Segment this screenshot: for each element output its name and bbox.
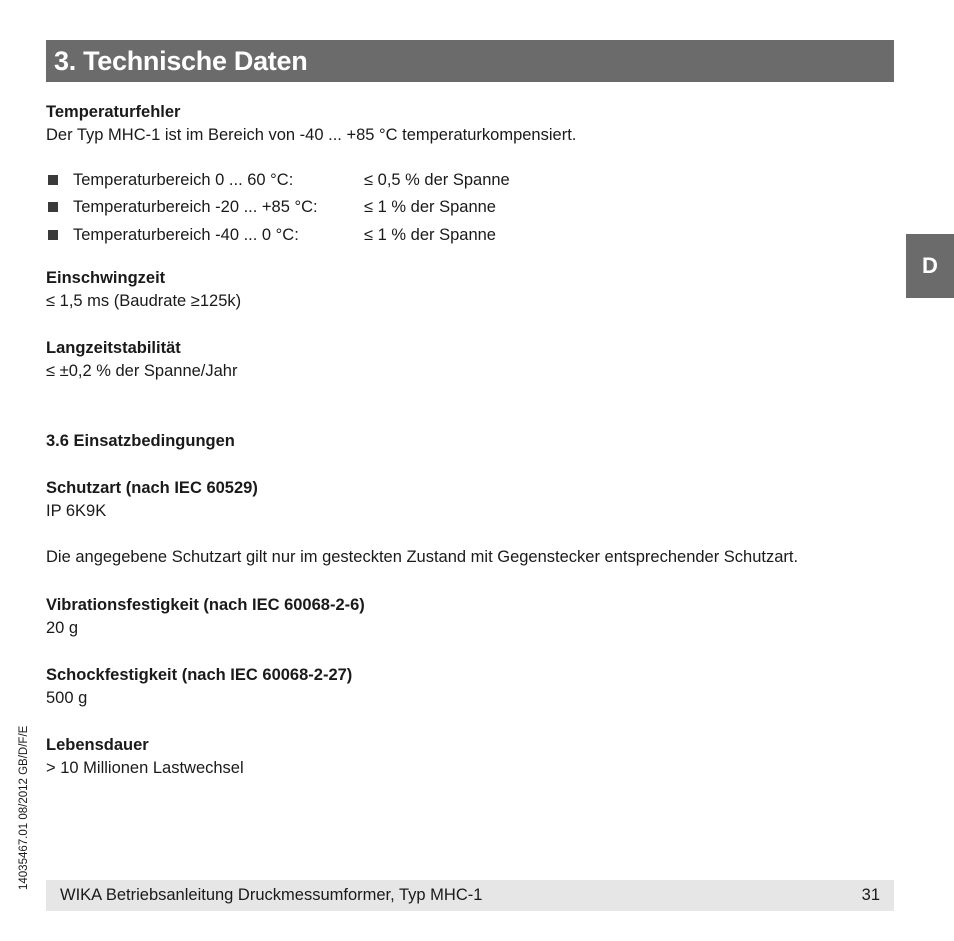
- list-item-value: ≤ 1 % der Spanne: [364, 198, 496, 216]
- langzeitstabilitaet-heading: Langzeitstabilität: [46, 339, 181, 357]
- schutzart-note: [46, 546, 798, 569]
- list-item-label: Temperaturbereich -40 ... 0 °C:: [73, 226, 299, 244]
- einschwingzeit-heading: Einschwingzeit: [46, 269, 166, 287]
- lebensdauer-section: [46, 734, 244, 780]
- section-title-bar: [46, 40, 894, 82]
- document-code: 14035467.01 08/2012 GB/D/F/E: [18, 725, 30, 890]
- temperaturfehler-heading: Temperaturfehler: [46, 103, 181, 121]
- schutzart-text: IP 6K9K: [46, 502, 107, 520]
- list-item-value: ≤ 1 % der Spanne: [364, 226, 496, 244]
- lebensdauer-heading: Lebensdauer: [46, 736, 149, 754]
- footer-text: WIKA Betriebsanleitung Druckmessumformer, Typ MHC-1: [60, 886, 483, 904]
- vibration-section: [46, 594, 365, 640]
- square-bullet-icon: [48, 175, 58, 185]
- page-number: 31: [861, 886, 880, 904]
- language-tab: D: [906, 234, 954, 298]
- lebensdauer-text: > 10 Millionen Lastwechsel: [46, 759, 244, 777]
- temperaturfehler-section: [46, 101, 576, 147]
- schock-section: [46, 664, 352, 710]
- page-title: 3. Technische Daten: [54, 45, 308, 76]
- vibration-heading: Vibrationsfestigkeit (nach IEC 60068-2-6): [46, 596, 365, 614]
- list-item-label: Temperaturbereich -20 ... +85 °C:: [73, 198, 318, 216]
- schutzart-section: [46, 477, 258, 523]
- page-footer: [46, 880, 894, 911]
- schutzart-note-text: Die angegebene Schutzart gilt nur im gesteckten Zustand mit Gegenstecker entsprechender Schutzart.: [46, 548, 799, 566]
- schock-text: 500 g: [46, 689, 88, 707]
- square-bullet-icon: [48, 202, 58, 212]
- vibration-text: 20 g: [46, 619, 79, 637]
- einsatzbedingungen-heading: 3.6 Einsatzbedingungen: [46, 432, 235, 450]
- einsatzbedingungen-section: [46, 430, 235, 453]
- list-item-value: ≤ 0,5 % der Spanne: [364, 171, 510, 189]
- einschwingzeit-text: ≤ 1,5 ms (Baudrate ≥125k): [46, 292, 242, 310]
- langzeitstabilitaet-text: ≤ ±0,2 % der Spanne/Jahr: [46, 362, 238, 380]
- einschwingzeit-section: [46, 267, 241, 313]
- langzeitstabilitaet-section: [46, 337, 237, 383]
- schock-heading: Schockfestigkeit (nach IEC 60068-2-27): [46, 666, 353, 684]
- temperaturfehler-text: Der Typ MHC-1 ist im Bereich von -40 ... +85 °C temperaturkompensiert.: [46, 126, 577, 144]
- schutzart-heading: Schutzart (nach IEC 60529): [46, 479, 258, 497]
- square-bullet-icon: [48, 230, 58, 240]
- list-item-label: Temperaturbereich 0 ... 60 °C:: [73, 171, 294, 189]
